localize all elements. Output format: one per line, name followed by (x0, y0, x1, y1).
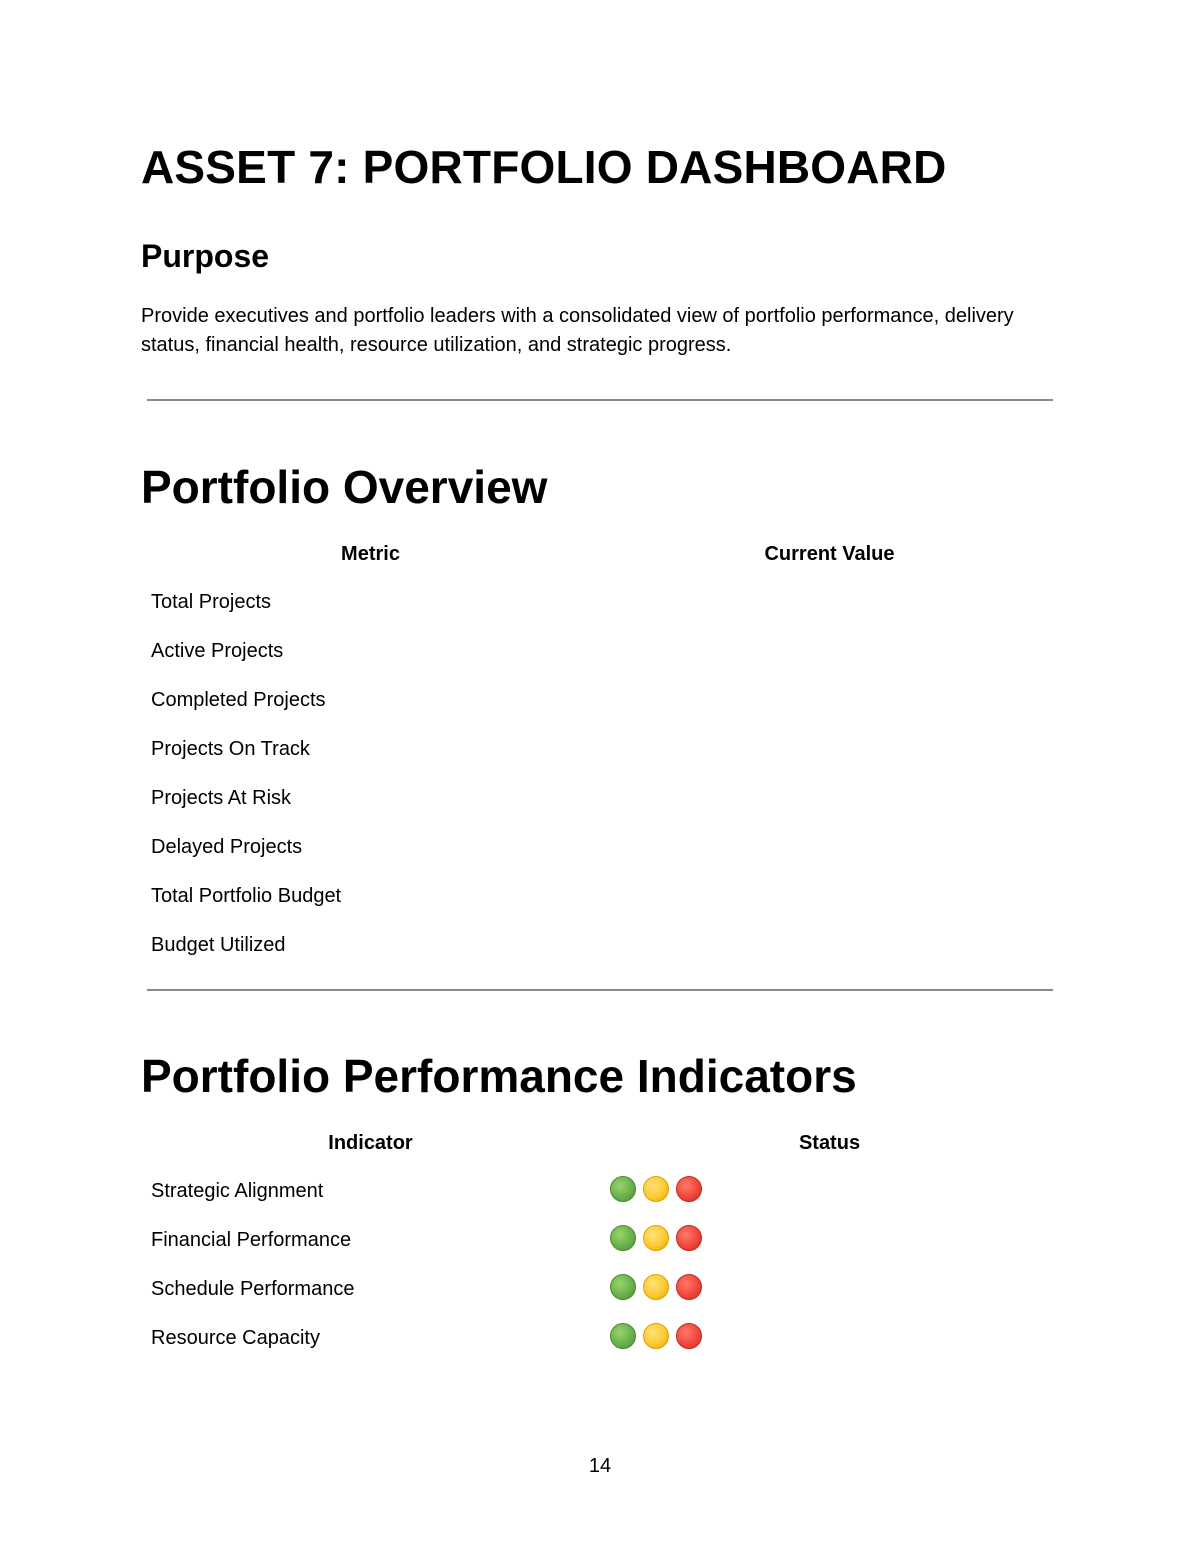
red-circle-icon (676, 1274, 702, 1300)
status-options (610, 1176, 702, 1202)
portfolio-overview-heading: Portfolio Overview (141, 461, 548, 513)
status-cell (600, 1167, 1059, 1216)
indicator-label: Schedule Performance (151, 1278, 355, 1300)
yellow-circle-icon (643, 1274, 669, 1300)
status-cell (600, 1314, 1059, 1363)
indicator-label: Resource Capacity (151, 1327, 320, 1349)
metric-label: Budget Utilized (151, 934, 286, 956)
metric-label: Active Projects (151, 640, 284, 662)
metric-label: Total Portfolio Budget (151, 885, 342, 907)
metric-label: Completed Projects (151, 689, 326, 711)
status-cell (600, 1265, 1059, 1314)
table-row (141, 627, 1059, 676)
horizontal-divider (147, 989, 1053, 991)
metric-value (600, 823, 1059, 872)
purpose-heading: Purpose (141, 238, 270, 274)
column-header-current-value: Current Value (764, 542, 895, 565)
performance-indicators-table (141, 1119, 1059, 1363)
metric-label: Projects On Track (151, 738, 310, 760)
table-row (141, 1265, 1059, 1314)
metric-value (600, 627, 1059, 676)
table-header-row (141, 1119, 1059, 1167)
red-circle-icon (676, 1225, 702, 1251)
table-row (141, 1216, 1059, 1265)
green-circle-icon (610, 1176, 636, 1202)
table-row (141, 921, 1059, 970)
metric-value (600, 774, 1059, 823)
status-options (610, 1274, 702, 1300)
column-header-metric: Metric (341, 542, 400, 565)
document-title: ASSET 7: PORTFOLIO DASHBOARD (141, 141, 947, 193)
table-header-row (141, 530, 1059, 578)
yellow-circle-icon (643, 1225, 669, 1251)
yellow-circle-icon (643, 1323, 669, 1349)
table-row (141, 872, 1059, 921)
green-circle-icon (610, 1323, 636, 1349)
metric-value (600, 676, 1059, 725)
table-row (141, 774, 1059, 823)
green-circle-icon (610, 1225, 636, 1251)
table-row (141, 578, 1059, 627)
metric-label: Delayed Projects (151, 836, 303, 858)
red-circle-icon (676, 1176, 702, 1202)
indicator-label: Financial Performance (151, 1229, 352, 1251)
metric-label: Total Projects (151, 591, 272, 613)
column-header-status: Status (798, 1131, 861, 1154)
performance-indicators-heading: Portfolio Performance Indicators (141, 1050, 857, 1102)
table-row (141, 1314, 1059, 1363)
page-number: 14 (588, 1455, 612, 1477)
column-header-indicator: Indicator (328, 1131, 413, 1154)
metric-value (600, 578, 1059, 627)
green-circle-icon (610, 1274, 636, 1300)
yellow-circle-icon (643, 1176, 669, 1202)
table-row (141, 676, 1059, 725)
status-cell (600, 1216, 1059, 1265)
table-row (141, 725, 1059, 774)
horizontal-divider (147, 399, 1053, 401)
table-row (141, 823, 1059, 872)
status-options (610, 1225, 702, 1251)
metric-value (600, 872, 1059, 921)
red-circle-icon (676, 1323, 702, 1349)
metric-label: Projects At Risk (151, 787, 292, 809)
table-row (141, 1167, 1059, 1216)
metric-value (600, 921, 1059, 970)
purpose-text: Provide executives and portfolio leaders with a consolidated view of portfolio performance, delivery status, financial health, resource utilization, and strategic progress. (141, 305, 1014, 356)
status-options (610, 1323, 702, 1349)
metric-value (600, 725, 1059, 774)
indicator-label: Strategic Alignment (151, 1180, 324, 1202)
portfolio-overview-table (141, 530, 1059, 970)
